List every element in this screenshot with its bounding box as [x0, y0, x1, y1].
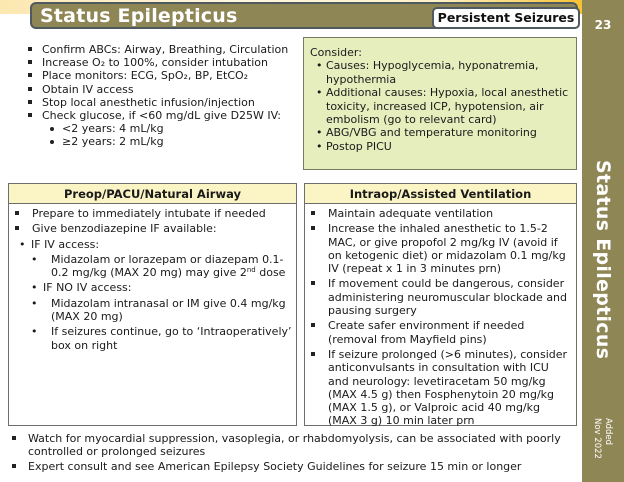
- ordinal-suffix: nd: [246, 266, 256, 275]
- list-item: If movement could be dangerous, consider administering neuromuscular blockade and pausing surgery: [311, 277, 572, 317]
- dose-text: Midazolam or lorazepam or diazepam 0.1-0.2 mg/kg (MAX 20 mg) may give 2: [51, 252, 284, 280]
- dose-text-end: dose: [255, 266, 286, 280]
- preop-panel-header: Preop/PACU/Natural Airway: [9, 184, 296, 204]
- list-item: Place monitors: ECG, SpO₂, BP, EtCO₂: [28, 69, 313, 82]
- page-number: 23: [594, 18, 612, 32]
- list-item: • Causes: Hypoglycemia, hyponatremia, hypothermia: [316, 59, 570, 86]
- preop-panel: [8, 183, 297, 426]
- list-item: Confirm ABCs: Airway, Breathing, Circulation: [28, 43, 313, 56]
- list-item: • IF NO IV access:: [31, 281, 292, 294]
- list-item: Stop local anesthetic infusion/injection: [28, 96, 313, 109]
- initial-steps-list: [28, 43, 313, 149]
- glucose-dose-list: [28, 122, 313, 148]
- list-item: • If seizures continue, go to ‘Intraoperatively’ box on right: [31, 325, 292, 352]
- intraop-list: [305, 204, 576, 428]
- list-item: • Postop PICU: [316, 140, 570, 153]
- consider-heading: Consider:: [310, 46, 362, 59]
- added-date-value: Nov 2022: [592, 418, 602, 459]
- list-item: Give benzodiazepine IF available:: [15, 222, 292, 235]
- added-date: [591, 418, 613, 459]
- list-item: • ABG/VBG and temperature monitoring: [316, 126, 570, 139]
- glucose-dose-group: [28, 122, 313, 148]
- title-bar: [30, 2, 578, 29]
- list-item: ≥2 years: 2 mL/kg: [50, 135, 313, 148]
- intraop-panel-header: Intraop/Assisted Ventilation: [305, 184, 576, 204]
- subtitle-badge: Persistent Seizures: [432, 7, 580, 29]
- page-title: Status Epilepticus: [40, 5, 238, 27]
- list-item: Watch for myocardial suppression, vasoplegia, or rhabdomyolysis, can be associated with poorly controlled or prolonged seizures: [10, 432, 580, 459]
- list-item: Create safer environment if needed (removal from Mayfield pins): [311, 319, 572, 346]
- preop-list: [9, 204, 296, 352]
- list-item: Increase the inhaled anesthetic to 1.5-2 MAC, or give propofol 2 mg/kg IV (avoid if on ketogenic diet) or midazolam 0.1 mg/kg IV (repeat x 1 in 3 minutes prn): [311, 222, 572, 275]
- list-item: • Midazolam intranasal or IM give 0.4 mg/kg (MAX 20 mg): [31, 297, 292, 324]
- list-item: Obtain IV access: [28, 83, 313, 96]
- list-item: Expert consult and see American Epilepsy Society Guidelines for seizure 15 min or longer: [10, 460, 580, 473]
- list-item: Prepare to immediately intubate if needed: [15, 207, 292, 220]
- consider-box: [303, 37, 577, 170]
- added-label: Added: [603, 418, 613, 446]
- list-item: Increase O₂ to 100%, consider intubation: [28, 56, 313, 69]
- list-item: If seizure prolonged (>6 minutes), consider anticonvulsants in consultation with ICU and neurology: levetiracetam 50 mg/kg (MAX 4.5 g) then Fosphenytoin 20 mg/kg (MAX 1.5 g), or Valproic acid 40 mg/kg (MAX 3 g) 10 min later prn: [311, 348, 572, 428]
- intraop-panel: [304, 183, 577, 426]
- list-item: • IF IV access:: [19, 238, 292, 251]
- consider-list: [310, 59, 570, 153]
- sidebar-title: Status Epilepticus: [592, 160, 614, 360]
- list-item: • Additional causes: Hypoxia, local anesthetic toxicity, increased ICP, hypotension, air embolism (go to relevant card): [316, 86, 570, 126]
- list-item: Maintain adequate ventilation: [311, 207, 572, 220]
- list-item: <2 years: 4 mL/kg: [50, 122, 313, 135]
- list-item: Check glucose, if <60 mg/dL give D25W IV:: [28, 109, 313, 122]
- list-item: [31, 253, 292, 280]
- footer-notes-list: [10, 432, 580, 474]
